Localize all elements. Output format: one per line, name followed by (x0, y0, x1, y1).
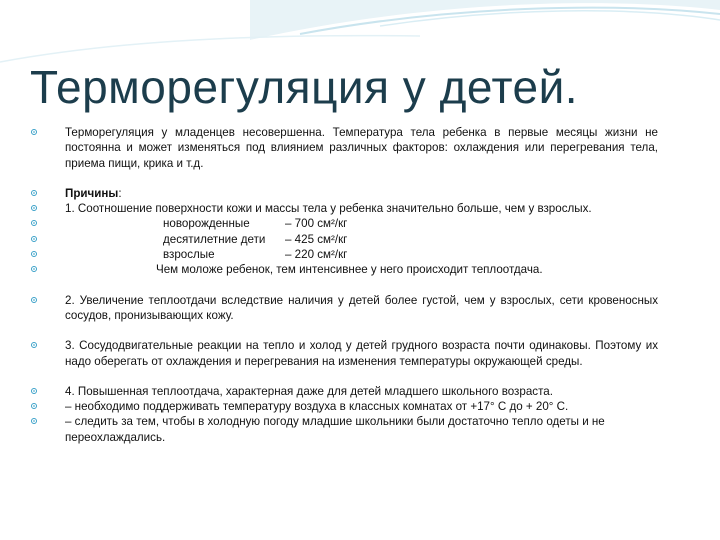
list-item (30, 262, 658, 277)
bullet-icon (31, 190, 37, 196)
ratio-value: – 700 см²/кг (285, 217, 348, 231)
bullet-icon (31, 129, 37, 135)
temperature-advice: – необходимо поддерживать температуру воздуха в классных комнатах от +17° С до + 20° С. (65, 400, 569, 414)
list-item (30, 384, 658, 399)
reason-1: 1. Соотношение поверхности кожи и массы тела у ребенка значительно больше, чем у взрослых. (65, 202, 592, 216)
ratio-row (30, 247, 658, 262)
reason-2: 2. Увеличение теплоотдачи вследствие наличия у детей более густой, чем у взрослых, сети кровеносных сосудов, пронизывающих кожу. (65, 293, 658, 322)
intro-paragraph: Терморегуляция у младенцев несовершенна. Температура тела ребенка в первые месяцы жизни не постоянна и может изменяться под влиянием различных факторов: охлаждения или перегревания тела, приема пищи, крика и т.д. (65, 126, 658, 170)
bullet-icon (31, 342, 37, 348)
ratio-row (30, 216, 658, 231)
reason-4: 4. Повышенная теплоотдача, характерная даже для детей младшего школьного возраста. (65, 384, 553, 398)
list-item (30, 293, 658, 324)
slide-title: Терморегуляция у детей. (30, 61, 579, 113)
bullet-icon (31, 251, 37, 257)
ratio-row (30, 232, 658, 247)
clothing-advice: – следить за тем, чтобы в холодную погоду младшие школьники были достаточно тепло одеты и не переохлаждались. (65, 415, 605, 444)
list-item (30, 125, 658, 171)
ratio-group: десятилетние дети (163, 232, 266, 246)
slide-body (30, 125, 658, 445)
bullet-icon (31, 418, 37, 424)
bullet-icon (31, 266, 37, 272)
bullet-icon (31, 205, 37, 211)
bullet-icon (31, 403, 37, 409)
ratio-group: взрослые (163, 248, 215, 262)
ratio-value: – 220 см²/кг (285, 248, 348, 262)
bullet-icon (31, 220, 37, 226)
reasons-heading: Причины (65, 186, 119, 200)
list-item (30, 338, 658, 369)
ratio-group: новорожденные (163, 217, 250, 231)
reason-3: 3. Сосудодвигательные реакции на тепло и холод у детей грудного возраста почти одинаковы. Поэтому их надо оберегать от охлаждения и перегревания на изменения температуры окружающей среды. (65, 339, 658, 368)
list-item: Причины: (30, 186, 658, 201)
list-item (30, 399, 658, 414)
list-item (30, 201, 658, 216)
list-item (30, 414, 658, 445)
bullet-icon (31, 236, 37, 242)
ratio-value: – 425 см²/кг (285, 232, 348, 246)
younger-note: Чем моложе ребенок, тем интенсивнее у него происходит теплоотдача. (156, 263, 543, 277)
bullet-icon (31, 388, 37, 394)
bullet-icon (31, 297, 37, 303)
